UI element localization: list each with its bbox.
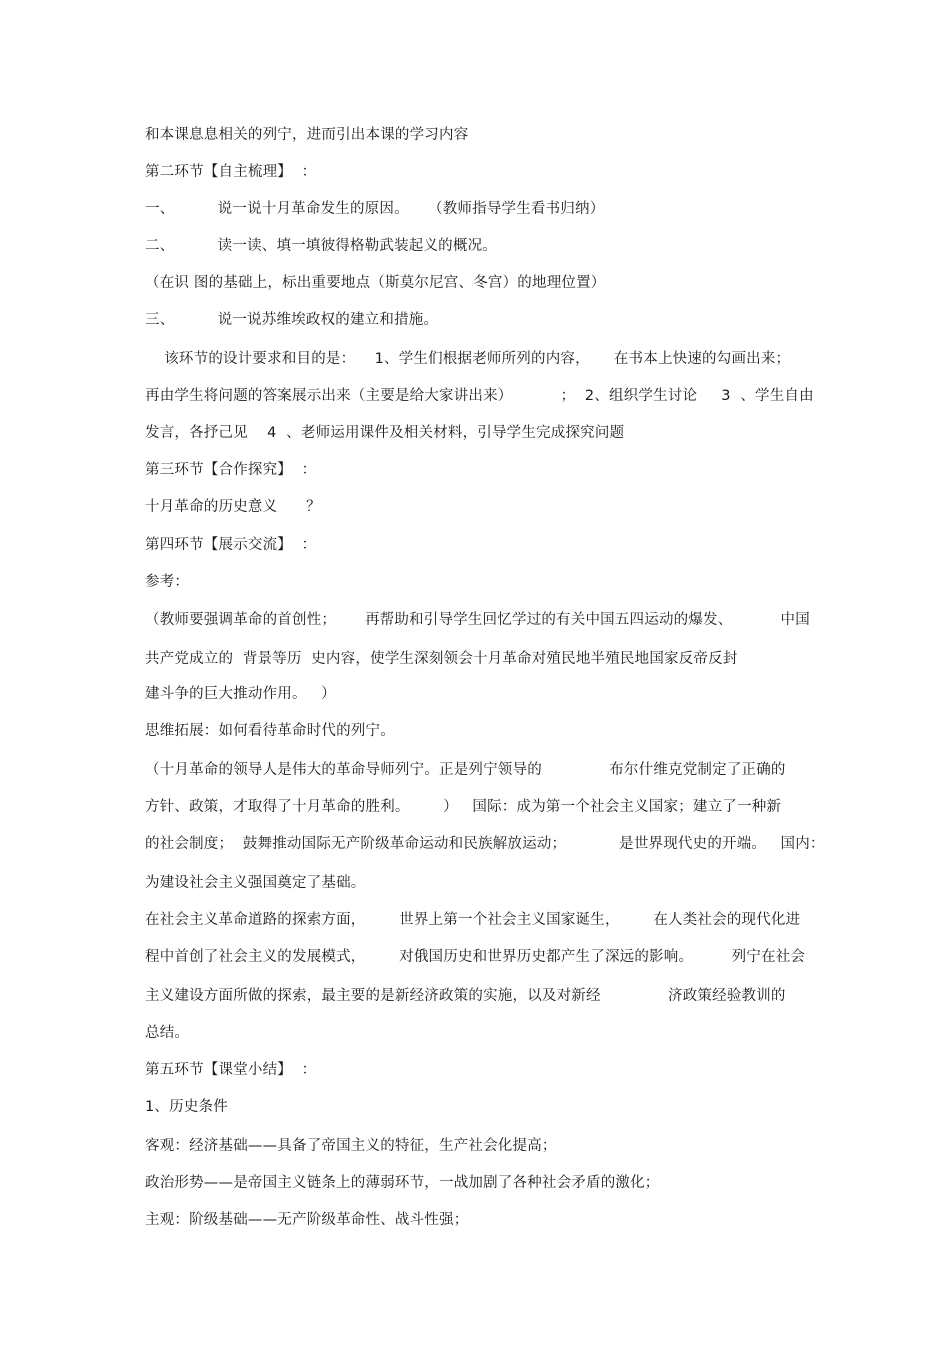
list-item: 1、历史条件 (145, 1099, 228, 1115)
text-line: 再由学生将问题的答案展示出来（主要是给大家讲出来） ； 2、组织学生讨论 3 、学生自由 (145, 388, 814, 404)
section-heading: 第三环节【合作探究】 ： (145, 462, 317, 478)
text-line: 发言，各抒己见 4 、老师运用课件及相关材料，引导学生完成探究问题 (145, 425, 625, 441)
text-line: （十月革命的领导人是伟大的革命导师列宁。正是列宁领导的 布尔什维克党制定了正确的 (145, 762, 786, 778)
text-line: 方针、政策，才取得了十月革命的胜利。 ） 国际：成为第一个社会主义国家；建立了一种新 (145, 799, 782, 815)
list-item: 三、 说一说苏维埃政权的建立和措施。 (145, 312, 439, 328)
text-line: 程中首创了社会主义的发展模式， 对俄国历史和世界历史都产生了深远的影响。 列宁在社会 (145, 949, 806, 965)
text-line: 为建设社会主义强国奠定了基础。 (145, 875, 366, 891)
text-line: 主义建设方面所做的探索，最主要的是新经济政策的实施，以及对新经 济政策经验教训的 (145, 988, 786, 1004)
section-heading: 第二环节【自主梳理】 ： (145, 164, 317, 180)
text-line: 主观：阶级基础——无产阶级革命性、战斗性强； (145, 1212, 469, 1228)
text-line: 共产党成立的 背景等历 史内容，使学生深刻领会十月革命对殖民地半殖民地国家反帝反封 (145, 651, 738, 667)
text-line: 建斗争的巨大推动作用。 ） (145, 686, 336, 702)
list-item: 二、 读一读、填一填彼得格勒武装起义的概况。 (145, 238, 497, 254)
section-heading: 第四环节【展示交流】 ： (145, 537, 317, 553)
text-line: 总结。 (145, 1025, 190, 1041)
text-line: 客观：经济基础——具备了帝国主义的特征，生产社会化提高； (145, 1138, 557, 1154)
text-line: 参考： (145, 574, 190, 590)
text-line: 思维拓展：如何看待革命时代的列宁。 (145, 723, 395, 739)
list-item: 一、 说一说十月革命发生的原因。 （教师指导学生看书归纳） (145, 201, 605, 217)
text-line: （教师要强调革命的首创性； 再帮助和引导学生回忆学过的有关中国五四运动的爆发、 中国 (145, 612, 810, 628)
section-heading: 第五环节【课堂小结】 ： (145, 1062, 317, 1078)
text-line: 该环节的设计要求和目的是： 1、学生们根据老师所列的内容， 在书本上快速的勾画出来； (145, 351, 791, 367)
text-line: 的社会制度； 鼓舞推动国际无产阶级革命运动和民族解放运动； 是世界现代史的开端。 国内： (145, 836, 825, 852)
text-line: （在识 图的基础上，标出重要地点（斯莫尔尼宫、冬宫）的地理位置） (145, 275, 606, 291)
text-line: 和本课息息相关的列宁，进而引出本课的学习内容 (145, 127, 469, 143)
text-line: 在社会主义革命道路的探索方面， 世界上第一个社会主义国家诞生， 在人类社会的现代化进 (145, 912, 801, 928)
text-line: 政治形势——是帝国主义链条上的薄弱环节，一战加剧了各种社会矛盾的激化； (145, 1175, 660, 1191)
text-line: 十月革命的历史意义 ？ (145, 499, 321, 515)
